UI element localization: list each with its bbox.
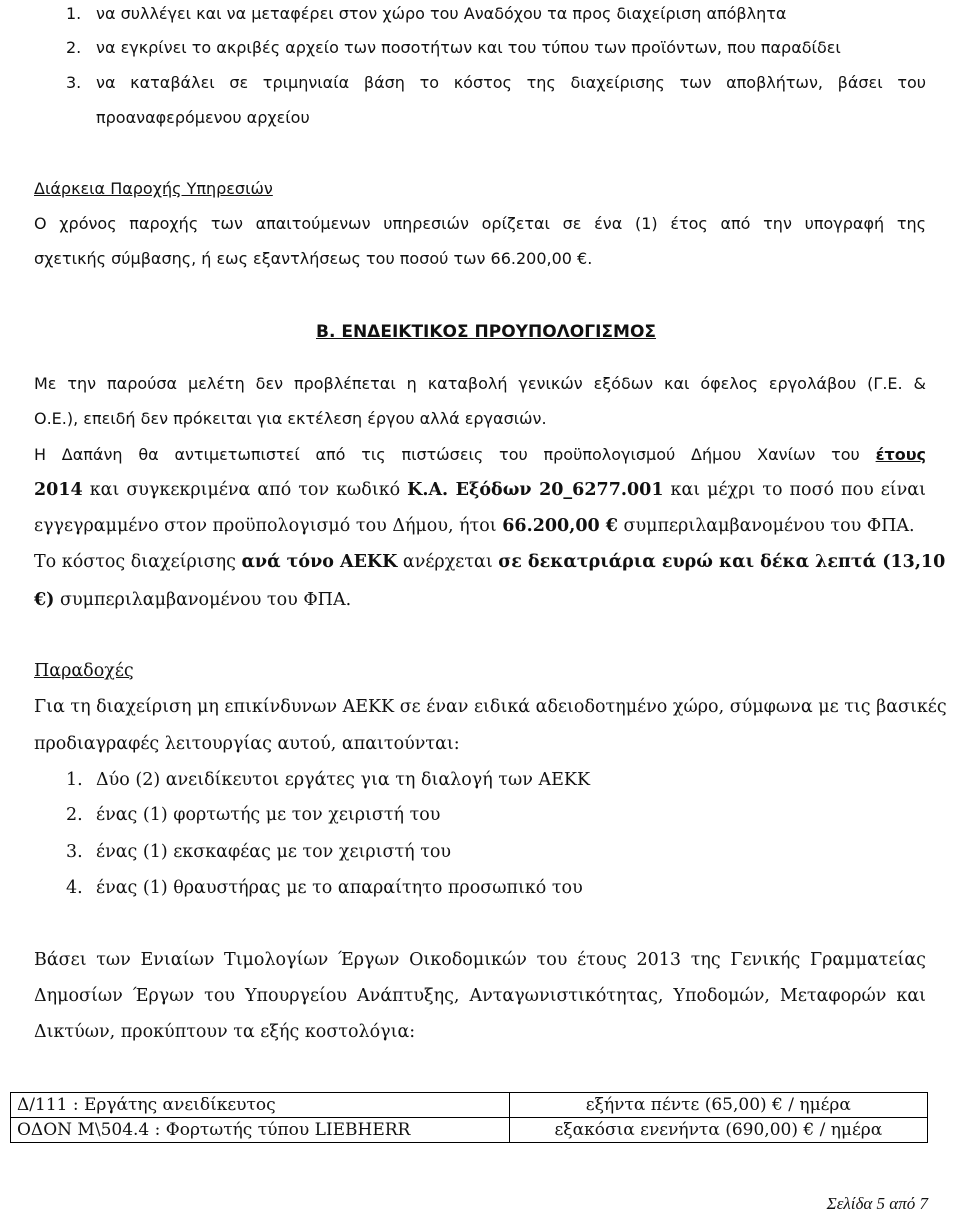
list-text: Δύο (2) ανειδίκευτοι εργάτες για τη διαλογή των ΑΕΚΚ	[96, 770, 591, 790]
table-cell-price: εξακόσια ενενήντα (690,00) € / ημέρα	[509, 1118, 927, 1143]
budget-paragraph-line	[34, 443, 926, 467]
text-span: Το κόστος διαχείρισης	[34, 552, 242, 572]
list-number: 3.	[66, 73, 82, 92]
assumptions-text-line: Για τη διαχείριση μη επικίνδυνων ΑΕΚΚ σε έναν ειδικά αδειοδοτημένο χώρο, σύμφωνα με τις βασικές	[34, 697, 947, 717]
page-footer: Σελίδα 5 από 7	[826, 1194, 928, 1213]
cost-table	[10, 1092, 928, 1143]
year-value: 2014	[34, 480, 83, 500]
table-cell-item: ΟΔΟΝ Μ\504.4 : Φορτωτής τύπου LIEBHERR	[11, 1118, 510, 1143]
table-row	[11, 1118, 928, 1143]
text-span: συμπεριλαμβανομένου του ΦΠΑ.	[54, 590, 352, 610]
budget-paragraph-line	[34, 478, 926, 502]
list-text: ένας (1) φορτωτής με τον χειριστή του	[96, 805, 441, 825]
list-text: ένας (1) θραυστήρας με το απαραίτητο προσωπικό του	[96, 878, 583, 898]
table-cell-item: Δ/111 : Εργάτης ανειδίκευτος	[11, 1093, 510, 1118]
list-item-continuation: προαναφερόμενου αρχείου	[96, 108, 310, 127]
table-row	[11, 1093, 928, 1118]
text-span: Η Δαπάνη θα αντιμετωπιστεί από τις πιστώσεις του προϋπολογισμού Δήμου Χανίων του	[34, 445, 876, 464]
pricing-text-line: Βάσει των Ενιαίων Τιμολογίων Έργων Οικοδομικών του έτους 2013 της Γενικής Γραμματείας	[34, 950, 926, 970]
duration-heading: Διάρκεια Παροχής Υπηρεσιών	[34, 179, 273, 198]
text-span: συμπεριλαμβανομένου του ΦΠΑ.	[617, 516, 915, 536]
budget-code: Κ.Α. Εξόδων 20_6277.001	[407, 480, 664, 500]
pricing-text-line: Δημοσίων Έργων του Υπουργείου Ανάπτυξης, Ανταγωνιστικότητας, Υποδομών, Μεταφορών και	[34, 986, 926, 1006]
cost-text-end: €)	[34, 590, 55, 610]
list-text: να καταβάλει σε τριμηνιαία βάση το κόστος της διαχείρισης των αποβλήτων, βάσει του	[96, 73, 926, 92]
budget-text-line: Ο.Ε.), επειδή δεν πρόκειται για εκτέλεση έργου αλλά εργασιών.	[34, 409, 547, 428]
list-item	[66, 840, 451, 864]
text-span: ανέρχεται	[397, 552, 499, 572]
table-cell-price: εξήντα πέντε (65,00) € / ημέρα	[509, 1093, 927, 1118]
budget-paragraph-line	[34, 588, 351, 612]
list-number: 2.	[66, 805, 83, 825]
budget-amount: 66.200,00 €	[502, 516, 618, 536]
list-item	[66, 71, 926, 95]
assumptions-text-line: προδιαγραφές λειτουργίας αυτού, απαιτούνται:	[34, 734, 460, 754]
list-number: 4.	[66, 878, 83, 898]
text-span: εγγεγραμμένο στον προϋπολογισμό του Δήμου, ήτοι	[34, 516, 503, 536]
list-item	[66, 36, 841, 60]
duration-text-line: Ο χρόνος παροχής των απαιτούμενων υπηρεσιών ορίζεται σε ένα (1) έτος από την υπογραφή της	[34, 214, 926, 233]
list-number: 1.	[66, 770, 83, 790]
budget-text-line: Με την παρούσα μελέτη δεν προβλέπεται η καταβολή γενικών εξόδων και όφελος εργολάβου (Γ.Ε. &	[34, 374, 926, 393]
list-item	[66, 803, 440, 827]
list-item	[66, 876, 583, 900]
cost-text: σε δεκατριάρια ευρώ και δέκα λεπτά (13,10	[498, 552, 946, 572]
text-span: και μέχρι το ποσό που είναι	[663, 480, 926, 500]
pricing-text-line: Δικτύων, προκύπτουν τα εξής κοστολόγια:	[34, 1022, 416, 1042]
budget-heading: Β. ΕΝΔΕΙΚΤΙΚΟΣ ΠΡΟΥΠΟΛΟΓΙΣΜΟΣ	[316, 322, 657, 342]
list-number: 3.	[66, 842, 83, 862]
year-label: έτους	[875, 445, 926, 464]
list-text: να συλλέγει και να μεταφέρει στον χώρο του Αναδόχου τα προς διαχείριση απόβλητα	[96, 4, 787, 23]
budget-paragraph-line	[34, 514, 915, 538]
text-span: και συγκεκριμένα από τον κωδικό	[82, 480, 408, 500]
budget-paragraph-line	[34, 550, 946, 574]
list-item	[66, 768, 590, 792]
duration-text-line: σχετικής σύμβασης, ή εως εξαντλήσεως του ποσού των 66.200,00 €.	[34, 249, 593, 268]
list-number: 1.	[66, 4, 82, 23]
list-text: να εγκρίνει το ακριβές αρχείο των ποσοτήτων και του τύπου των προϊόντων, που παραδίδει	[96, 38, 841, 57]
list-text: ένας (1) εκσκαφέας με τον χειριστή του	[96, 842, 452, 862]
unit-label: ανά τόνο ΑΕΚΚ	[241, 552, 398, 572]
list-item	[66, 2, 786, 26]
list-number: 2.	[66, 38, 82, 57]
assumptions-heading: Παραδοχές	[34, 661, 134, 681]
